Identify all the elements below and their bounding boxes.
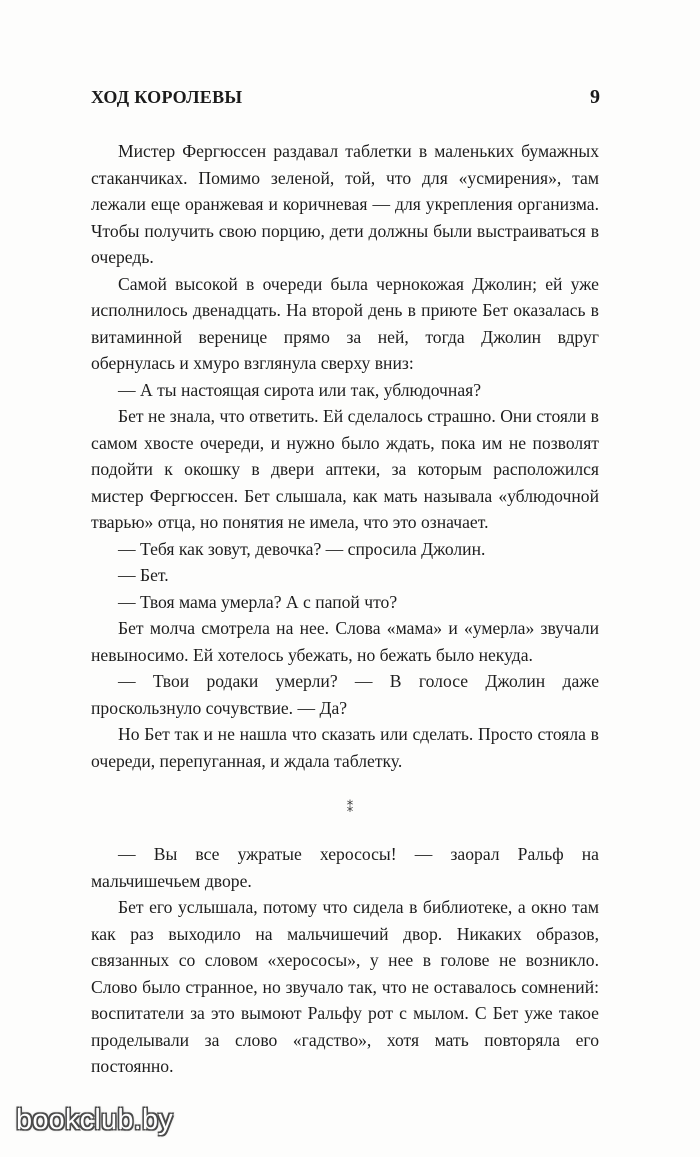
dialogue-line: — Бет. — [118, 565, 169, 585]
dialogue-line: — Вы все ужратые херососы! — заорал Ральф на мальчишечьем дворе. — [91, 844, 599, 891]
text-section-2 — [91, 841, 599, 1080]
watermark-logo: bookclub.by — [16, 1104, 173, 1136]
dialogue-line: — Тебя как зовут, девочка? — спросила Джолин. — [118, 538, 486, 559]
page-header — [91, 86, 600, 114]
paragraph: Бет молча смотрела на нее. Слова «мама» и «умерла» звучали невыносимо. Ей хотелось убежать, но бежать было некуда. — [91, 618, 599, 665]
paragraph: Мистер Фергюссен раздавал таблетки в маленьких бумажных стаканчиках. Помимо зеленой, той, что для «усмирения», там лежали еще оранжевая и коричневая — для укрепления организма. Чтобы получить свою порцию, дети должны были выстраиваться в очередь. — [91, 141, 599, 267]
paragraph: Бет его услышала, потому что сидела в библиотеке, а окно там как раз выходило на мальчишечий двор. Никаких образов, связанных со словом «херососы», у нее в голове не возникло. Слово было странное, но звучало так, что не оставалось сомнений: воспитатели за это вымоют Ральфу рот с мылом. С Бет уже такое проделывали за слово «гадство», хотя мать повторяла его постоянно. — [91, 897, 599, 1076]
paragraph: Но Бет так и не нашла что сказать или сделать. Просто стояла в очереди, перепуганная, и ждала таблетку. — [91, 724, 599, 771]
section-separator: ⁑ — [346, 801, 354, 816]
page-number: 9 — [590, 86, 600, 108]
dialogue-line: — Твоя мама умерла? А с папой что? — [118, 591, 398, 612]
dialogue-line: — А ты настоящая сирота или так, ублюдочная? — [118, 379, 482, 400]
paragraph: Самой высокой в очереди была чернокожая Джолин; ей уже исполнилось двенадцать. На второй день в приюте Бет оказалась в витаминной веренице прямо за ней, тогда Джолин вдруг обернулась и хмуро взглянула сверху вниз: — [91, 273, 599, 373]
paragraph: Бет не знала, что ответить. Ей сделалось страшно. Они стояли в самом хвосте очереди, и нужно было ждать, пока им не позволят подойти к окошку в двери аптеки, за которым расположился мистер Фергюссен. Бет слышала, как мать называла «ублюдочной тварью» отца, но понятия не имела, что это означает. — [91, 406, 599, 532]
text-section-1 — [91, 138, 599, 774]
running-title: ХОД КОРОЛЕВЫ — [91, 87, 243, 107]
dialogue-line: — Твои родаки умерли? — В голосе Джолин даже проскользнуло сочувствие. — Да? — [91, 671, 599, 718]
